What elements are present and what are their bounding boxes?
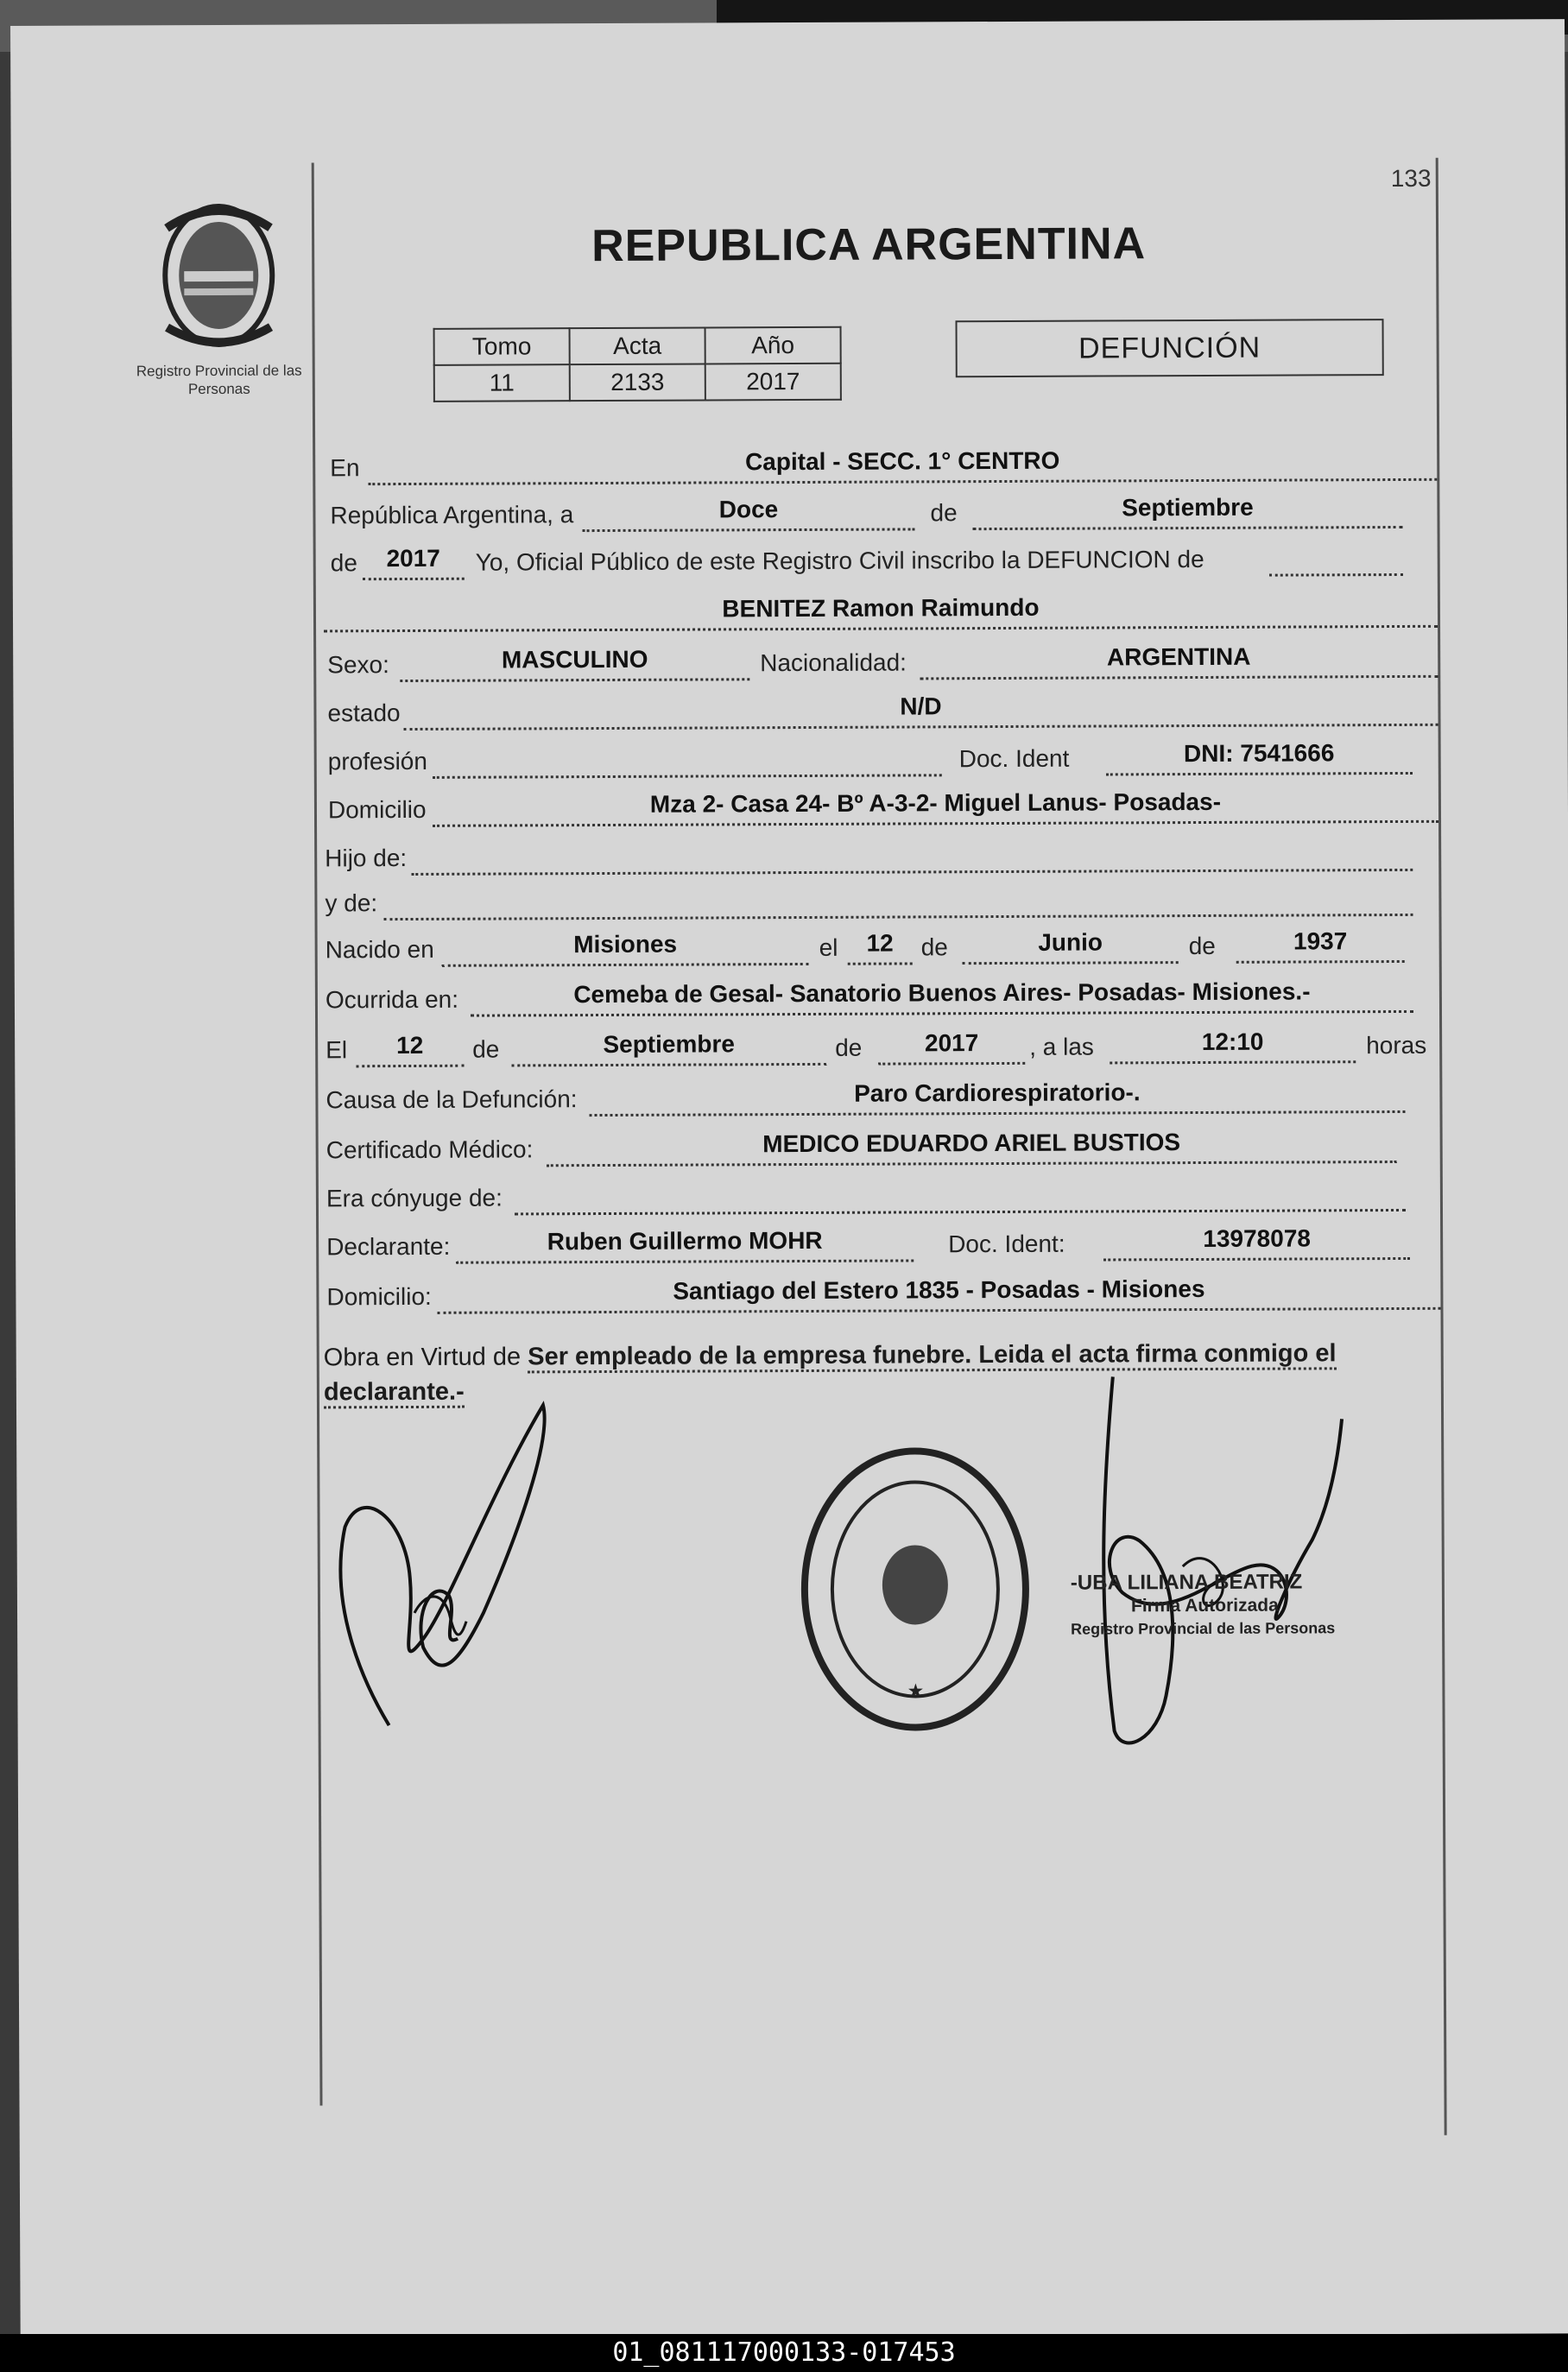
label-el: el (819, 933, 838, 961)
label-estado: estado (327, 699, 401, 727)
field-hijo (411, 832, 1413, 876)
row-nacido (326, 925, 1405, 967)
label-de: de (930, 499, 958, 527)
field-mes-nacimiento: Junio (963, 925, 1179, 965)
official-stamp (1071, 1570, 1399, 1641)
field-certificado: MEDICO EDUARDO ARIEL BUSTIOS (547, 1124, 1397, 1167)
svg-text:★: ★ (907, 1680, 925, 1703)
delegation-seal (793, 1438, 1037, 1741)
ref-value-tomo: 11 (434, 364, 570, 402)
field-day-word: Doce (582, 491, 914, 532)
ref-header-tomo: Tomo (434, 328, 570, 365)
row-certificado (326, 1125, 1397, 1167)
row-anio (324, 538, 1403, 580)
field-dia-defuncion: 12 (356, 1028, 464, 1068)
declarant-signature (327, 1388, 605, 1751)
official-signature (1061, 1367, 1374, 1766)
label-de-mes-defuncion: de (472, 1035, 500, 1063)
label-ocurrida: Ocurrida en: (325, 985, 459, 1014)
label-declarante: Declarante: (326, 1232, 451, 1261)
label-de-anio-defuncion: de (835, 1034, 863, 1061)
page-number: 133 (1390, 164, 1432, 193)
field-ocurrida: Cemeba de Gesal- Sanatorio Buenos Aires- Posadas- Misiones.- (471, 974, 1413, 1017)
right-margin-line (1436, 158, 1447, 2135)
label-obra: Obra en Virtud de (323, 1343, 522, 1372)
label-de-year: de (330, 549, 357, 577)
province-shield-logo (149, 193, 288, 358)
label-en: En (330, 454, 360, 482)
text-obra: Ser empleado de la empresa funebre. Leida el acta firma conmigo el declarante.- (324, 1339, 1337, 1408)
official-role: Firma Autorizada (1130, 1595, 1279, 1616)
label-nacionalidad: Nacionalidad: (760, 648, 907, 677)
field-nombre: BENITEZ Ramon Raimundo (324, 589, 1438, 633)
field-doc-ident-declarante: 13978078 (1103, 1221, 1410, 1262)
label-profesion: profesión (327, 747, 427, 775)
field-mes-defuncion: Septiembre (511, 1027, 826, 1067)
left-margin-line (312, 162, 323, 2105)
row-sexo (324, 640, 1438, 683)
row-domicilio-declarante (326, 1272, 1440, 1315)
label-republica: República Argentina, a (330, 501, 574, 529)
row-estado (324, 688, 1438, 731)
document-type-box: DEFUNCIÓN (955, 319, 1383, 377)
field-anio-defuncion: 2017 (878, 1026, 1025, 1066)
label-de-anio: de (1188, 932, 1216, 960)
logo-caption: Registro Provincial de las Personas (136, 362, 302, 398)
row-domicilio (325, 785, 1438, 828)
label-nacido: Nacido en (325, 935, 434, 964)
field-hora: 12:10 (1110, 1024, 1356, 1064)
label-causa: Causa de la Defunción: (326, 1085, 578, 1114)
row-hijo (325, 833, 1413, 876)
certificate-page (10, 19, 1568, 2340)
label-y-de: y de: (325, 889, 378, 917)
reference-table (433, 326, 842, 402)
row-profesion (325, 737, 1413, 779)
official-office: Registro Provincial de las Personas (1071, 1619, 1336, 1638)
field-profesion (433, 737, 942, 779)
field-year: 2017 (363, 541, 465, 581)
label-hijo: Hijo de: (325, 844, 408, 872)
field-estado: N/D (403, 687, 1438, 731)
field-domicilio-declarante: Santiago del Estero 1835 - Posadas - Misiones (437, 1271, 1440, 1314)
label-sexo: Sexo: (327, 651, 389, 679)
row-fecha-defuncion (326, 1025, 1435, 1068)
row-nombre (324, 590, 1438, 633)
ref-value-anio: 2017 (705, 364, 841, 401)
label-doc-ident-declarante: Doc. Ident: (948, 1230, 1065, 1258)
field-lugar-nacimiento: Misiones (442, 927, 809, 967)
text-inscribo: Yo, Oficial Público de este Registro Civil inscribo la DEFUNCION de (475, 545, 1204, 576)
label-de-mes: de (920, 933, 948, 961)
ref-header-anio: Año (705, 327, 841, 364)
label-domicilio-declarante: Domicilio: (326, 1282, 432, 1311)
label-doc-ident: Doc. Ident (958, 744, 1070, 773)
row-declarante (326, 1222, 1410, 1264)
label-a-las: , a las (1029, 1033, 1094, 1060)
field-continuation (1269, 537, 1403, 577)
official-name: -UBA LILIANA BEATRIZ (1070, 1570, 1303, 1595)
field-conyuge (515, 1173, 1406, 1216)
row-conyuge (326, 1173, 1406, 1216)
ref-value-acta: 2133 (570, 364, 705, 401)
row-y-de (325, 878, 1413, 920)
label-el-fecha: El (326, 1036, 348, 1064)
field-y-de (383, 877, 1413, 920)
field-en: Capital - SECC. 1° CENTRO (368, 442, 1437, 485)
field-causa: Paro Cardiorespiratorio-. (589, 1074, 1405, 1116)
field-sexo: MASCULINO (400, 642, 749, 682)
row-causa (326, 1075, 1405, 1117)
row-en (323, 443, 1437, 486)
row-ocurrida (326, 975, 1413, 1017)
field-anio-nacimiento: 1937 (1236, 924, 1405, 964)
field-doc-ident: DNI: 7541666 (1106, 736, 1413, 776)
page-title: REPUBLICA ARGENTINA (591, 218, 1147, 272)
label-certificado: Certificado Médico: (326, 1135, 534, 1164)
scan-code-footer: 01_081117000133-017453 (0, 2334, 1568, 2372)
ref-header-acta: Acta (570, 327, 705, 364)
label-domicilio: Domicilio (327, 795, 427, 824)
field-month: Septiembre (972, 490, 1402, 530)
field-declarante: Ruben Guillermo MOHR (456, 1223, 914, 1263)
label-horas: horas (1366, 1031, 1427, 1059)
field-dia-nacimiento: 12 (848, 926, 913, 965)
label-conyuge: Era cónyuge de: (326, 1184, 503, 1212)
field-nacionalidad: ARGENTINA (920, 639, 1438, 680)
row-republica (323, 490, 1402, 533)
field-domicilio: Mza 2- Casa 24- Bº A-3-2- Miguel Lanus- Posadas- (433, 784, 1438, 827)
